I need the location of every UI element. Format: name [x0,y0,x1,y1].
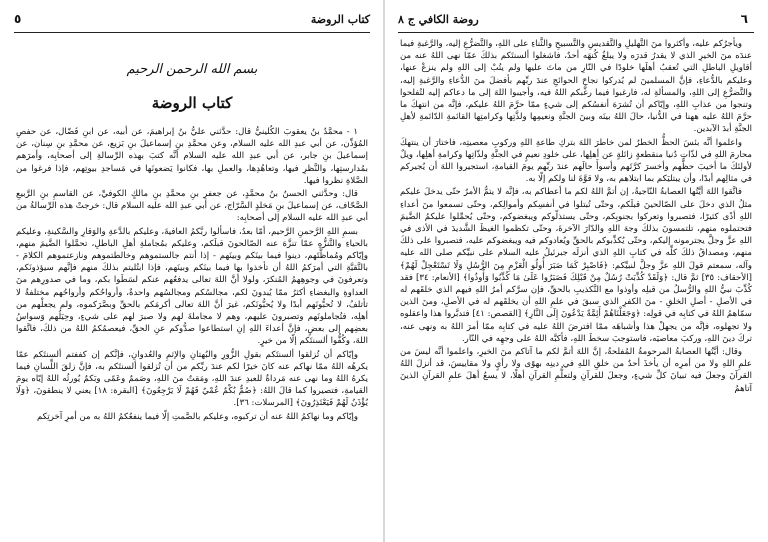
left-page-body [16,126,368,534]
paragraph: واعلموا أنَّه بئسَ الحظُّ الخطرُ لمن خاطرَ اللهَ بتركِ طاعةِ اللهِ وركوبِ معصيتِه، فاختارَ أن ينتهكَ محارمَ اللهِ في لذّاتِ دُنيا منقطعةٍ زائلةٍ عن أهلِها، على خلودِ نعيمٍ في الجنَّةِ ولذّاتِها وكرامةِ أهلِها، ويلٌ لأولئكَ ما أخيبَ حظَّهم وأخسرَ كرَّتَهم وأسوأَ حالَهم عندَ ربِّهم يومَ القيامةِ، استجيروا اللهَ أن يُجيركم في مثالِهم أبدًا، وأن يبتليَكم بما ابتلاهم به، ولا قوَّةَ لنا ولكم إلّا به. [400,137,752,185]
paragraph: قال: وحدَّثني الحسنُ بنُ محمَّدٍ، عن جعفرِ بنِ محمَّدِ بنِ مالكٍ الكوفيِّ، عن القاسمِ بنِ الرَّبيعِ الصَّحّاف، عن إسماعيلَ بنِ مَخلدٍ السَّرّاج، عن أبي عبدِ الله عليه السلام قال: خرجتْ هذه الرِّسالةُ من أبي عبدِ الله عليه السلام إلى أصحابِه: [16,189,368,224]
right-page [384,0,768,542]
paragraph: وقال: أيَّتُها العصابةُ المرحومةُ المُفلحةُ، إنَّ اللهَ أتمَّ لكم ما آتاكم منَ الخيرِ، واعلموا أنَّه ليسَ من علمِ اللهِ ولا من أمرِه أن يأخذَ أحدٌ من خلقِ اللهِ في دينِه بهوًى ولا رأيٍ ولا مقاييسَ، قد أنزلَ اللهُ القرآنَ وجعلَ فيه تبيانَ كلِّ شيءٍ، وجعلَ للقرآنِ ولتعلُّمِ القرآنِ أهلًا، لا يسعُ أهلَ علمِ القرآنِ الذينَ آتاهمُ [400,347,752,394]
right-page-number: ٦ [740,12,748,26]
left-running-title: كتاب الروضة [310,13,370,26]
right-running-title: روضة الكافي ج ٨ [398,13,479,26]
left-page-number: ٥ [14,12,22,26]
paragraph: وإيّاكم أن تُزلقوا ألسنتَكم بقولِ الزُّورِ والبُهتانِ والإثمِ والعُدوانِ، فإنَّكم إن كففتم ألسنتَكم عمّا يكرهُه اللهُ ممّا نهاكم عنه كانَ خيرًا لكم عندَ ربِّكم من أن تُزلقوا ألسنتَكم به، فإنَّ زلقَ اللِّسانِ فيما يكرهُ اللهُ وما نهى عنه مَرداةٌ للعبدِ عندَ اللهِ، ومَقتٌ منَ اللهِ، وصَممٌ وعَمًى وبَكمٌ يُورثُه اللهُ إيّاه يومَ القيامةِ، فتصيروا كما قالَ اللهُ: ﴿صُمٌّ بُكْمٌ عُمْيٌ فَهُمْ لَا يَرْجِعُونَ﴾ [البقرة: ١٨] يعني لا ينطقونَ، ﴿وَلَا يُؤْذَنُ لَهُمْ فَيَعْتَذِرُونَ﴾ [المرسلات: ٣٦]. [16,349,368,409]
paragraph: فاتَّقوا اللهَ أيَّتُها العصابةُ النّاجيةُ، إن أتمَّ اللهُ لكم ما أعطاكم به، فإنَّه لا يتمُّ الأمرُ حتّى يدخلَ عليكم مثلُ الذي دخلَ على الصّالحينَ قبلَكم، وحتّى تُبتلوا في أنفسِكم وأموالِكم، وحتّى تسمعوا منَ أعداءِ اللهِ أذًى كثيرًا، فتصبروا وتعركوا بجنوبِكم، وحتّى يستذلّوكم ويبغضوكم، وحتّى يُحمِّلوا عليكمُ الضَّيمَ فتحتملوه منهم، تلتمسونَ بذلكَ وجهَ اللهِ والدّارَ الآخرةَ، وحتّى تكظموا الغيظَ الشَّديدَ في الأذى في اللهِ عزَّ وجلَّ يجترمونه إليكم، وحتّى يُكذِّبوكم بالحقِّ ويُعادوكم فيه ويبغضوكم عليه، فتصبروا على ذلكَ منهم، ومصداقُ ذلكَ كلِّه في كتابِ اللهِ الذي أنزلَه جبرئيلُ عليه السلام على نبيِّكم صلى الله عليه وآله، سمعتم قولَ اللهِ عزَّ وجلَّ لنبيِّكم: ﴿فَاصْبِرْ كَمَا صَبَرَ أُولُو الْعَزْمِ مِنَ الرُّسُلِ وَلَا تَسْتَعْجِلْ لَهُمْ﴾ [الأحقاف: ٣٥] ثمَّ قال: ﴿وَلَقَدْ كُذِّبَتْ رُسُلٌ مِنْ قَبْلِكَ فَصَبَرُوا عَلَىٰ مَا كُذِّبُوا وَأُوذُوا﴾ [الأنعام: ٣٤] فقد كُذِّبَ نبيُّ اللهِ والرُّسلُ من قبلِه وأوذوا مع التَّكذيبِ بالحقِّ، فإن سرَّكم أمرُ اللهِ فيهم الذي خلقَهم له في الأصلِ - أصلِ الخلقِ - منَ الكفرِ الذي سبقَ في علمِ اللهِ أن يخلقَهم له في الأصلِ، ومنَ الذين سمّاهمُ اللهُ في كتابِه في قولِه: ﴿وَجَعَلْنَاهُمْ أَئِمَّةً يَدْعُونَ إِلَى النَّارِ﴾ [القصص: ٤١] فتدبَّروا هذا واعقلوه ولا تجهلوه، فإنَّه من يجهلْ هذا وأشباهَه ممّا افترضَ اللهُ عليه في كتابِه ممّا أمرَ اللهُ به ونهى عنه، تركَ دينَ اللهِ، وركبَ معاصيَه، فاستوجبَ سخطَ اللهِ، فأكبَّه اللهُ على وجهِه في النّار. [400,187,752,344]
paragraph: ويأجرُكم عليه، وأكثروا منَ التَّهليلِ والتَّقديسِ والتَّسبيحِ والثَّناءِ على اللهِ، والتَّضرُّعِ إليه، والرَّغبةِ فيما عندَه منَ الخيرِ الذي لا يقدرُ قدرَه ولا يبلغُ كُنهَه أحدٌ، فاشغلوا ألسنتَكم بذلكَ عمّا نهى اللهُ عنه من أقاويلِ الباطلِ التي تُعقبُ أهلَها خلودًا في النّارِ من ماتَ عليها ولم يتُبْ إلى اللهِ ولم ينزعْ عنها، وعليكم بالدُّعاءِ، فإنَّ المسلمينَ لم يُدركوا نجاحَ الحوائجِ عندَ ربِّهم بأفضلَ منَ الدُّعاءِ والرَّغبةِ إليه، والتَّضرُّعِ إلى اللهِ، والمسألةِ له، فارغبوا فيما رغَّبكم اللهُ فيه، وأجيبوا اللهَ إلى ما دعاكم إليه لتُفلحوا وتنجوا من عذابِ اللهِ، وإيّاكم أن تُشرَهَ أنفسُكم إلى شيءٍ ممّا حرَّمَ اللهُ عليكم، فإنَّه من انتهكَ ما حرَّمَ اللهُ عليه ههنا في الدُّنيا، حالَ اللهُ بينَه وبينَ الجنَّةِ ونعيمِها ولذَّتِها وكرامتِها القائمةِ الدّائمةِ لأهلِ الجنَّةِ أبدَ الآبدين. [400,39,752,135]
left-page-header [14,12,370,33]
book-title: كتاب الروضة [151,94,233,112]
paragraph: وإيّاكم وما نهاكمُ اللهُ عنه أن تركبوه، وعليكم بالصَّمتِ إلّا فيما ينفعُكمُ اللهُ به من أمرِ آخرتِكم [36,411,358,422]
paragraph: بسمِ اللهِ الرَّحمنِ الرَّحيم، أمّا بعدُ، فاسألوا ربَّكمُ العافيةَ، وعليكم بالدَّعةِ والوَقارِ والسَّكينةِ، وعليكم بالحياءِ والتَّنزُّهِ عمّا تنزَّهَ عنه الصّالحونَ قبلَكم، وعليكم بمُجاملةِ أهلِ الباطلِ، تحمَّلوا الضَّيمَ منهم، وإيّاكم ومُماظَّتَهم، دينوا فيما بينَكم وبينَهم - إذا أنتم جالستموهم وخالطتموهم ونازعتموهم الكلامَ - بالتَّقيَّةِ التي أمرَكمُ اللهُ أن تأخذوا بها فيما بينَكم وبينَهم، فإذا ابتُليتم بذلكَ منهم فإنَّهم سيؤذونَكم، وتعرفونَ في وجوهِهمُ المُنكرَ، ولولا أنَّ اللهَ تعالى يدفعُهم عنكم لسَطَوا بكم، وما في صدورِهم منَ العداوةِ والبغضاءِ أكثرُ ممّا يُبدونَ لكم، مجالسُكم ومجالسُهم واحدةٌ، وأرواحُكم وأرواحُهم مختلفةٌ لا تأتلفُ، لا تُحبُّونَهم أبدًا ولا يُحبُّونَكم، غيرَ أنَّ اللهَ تعالى أكرمَكم بالحقِّ وبصَّرَكموه، ولم يجعلْهم من أهلِه، فتُجاملونَهم وتصبرونَ عليهم، وهم لا مجاملةَ لهم ولا صبرَ لهم على شيءٍ، وحِيَلُهم وَسواسُ بعضِهم إلى بعضٍ، فإنَّ أعداءَ اللهِ إنِ استطاعوا صدُّوكم عنِ الحقِّ، فيعصمُكمُ اللهُ من ذلكَ، فاتَّقوا اللهَ، وكُفُّوا ألسنتَكم إلّا من خيرٍ. [16,226,368,347]
right-page-body [400,38,752,534]
right-page-header [398,12,754,33]
basmala-calligraphy: بسم الله الرحمن الرحيم [126,62,258,77]
paragraph: ١ - محمَّدُ بنُ يعقوبَ الكُلينيُّ قال: حدَّثني عليُّ بنُ إبراهيمَ، عن أبيه، عن ابنِ فَضّال، عن حفصِ المُؤذِّن، عن أبي عبدِ الله عليه السلام، وعن محمَّدِ بنِ إسماعيلَ بنِ بَزيع، عن محمَّدِ بنِ سِنان، عن إسماعيلَ بنِ جابر، عن أبي عبدِ الله عليه السلام أنَّه كتبَ بهذه الرِّسالةِ إلى أصحابِه، وأمرَهم بمُدارستِها، والنَّظرِ فيها، وتعاهُدِها، والعملِ بها، فكانوا يَضعونَها في مَساجدِ بيوتِهم، فإذا فرغوا من الصَّلاةِ نظروا فيها. [16,127,368,186]
